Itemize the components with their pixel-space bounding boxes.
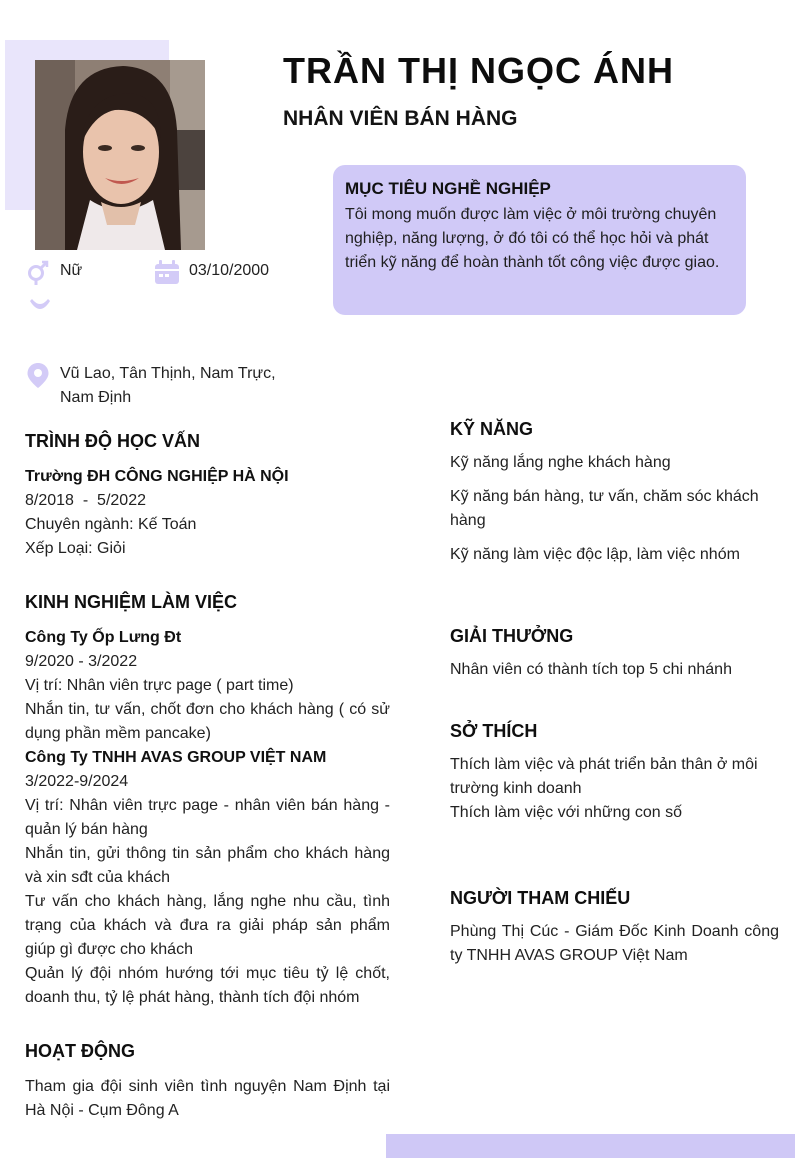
- education-period: 8/2018 - 5/2022: [25, 492, 146, 509]
- experience-title: KINH NGHIỆM LÀM VIỆC: [25, 592, 238, 612]
- awards-title: GIẢI THƯỞNG: [450, 626, 574, 646]
- job-detail: Quản lý đội nhóm hướng tới mục tiêu tỷ lệ chốt, doanh thu, tỷ lệ phát hàng, thành tích đội nhóm: [25, 965, 390, 1006]
- address-value: [60, 362, 276, 410]
- skills-title: KỸ NĂNG: [450, 419, 534, 439]
- profile-photo: [35, 60, 205, 250]
- activities-title: HOẠT ĐỘNG: [25, 1041, 135, 1061]
- job-detail: Nhắn tin, gửi thông tin sản phẩm cho khách hàng và xin sđt của khách: [25, 845, 390, 886]
- decorative-bar-bottom: [386, 1134, 795, 1158]
- job-detail: Tư vấn cho khách hàng, lắng nghe nhu cầu, tình trạng của khách và đưa ra giải pháp sản phẩm giúp gì được cho khách: [25, 893, 390, 958]
- calendar-icon: [154, 259, 180, 285]
- birthday-row: [154, 259, 269, 285]
- job-period: 9/2020 - 3/2022: [25, 653, 138, 670]
- education-block: [25, 465, 390, 561]
- education-title: TRÌNH ĐỘ HỌC VẤN: [25, 431, 200, 451]
- job-detail: Vị trí: Nhân viên trực page ( part time): [25, 677, 294, 694]
- birthday-value: 03/10/2000: [189, 262, 270, 279]
- skill-item: Kỹ năng bán hàng, tư vấn, chăm sóc khách hàng: [450, 488, 759, 529]
- address-row: [25, 362, 276, 410]
- job-detail: Nhắn tin, tư vấn, chốt đơn cho khách hàng ( có sử dụng phần mềm pancake): [25, 701, 390, 742]
- education-major: Chuyên ngành: Kế Toán: [25, 516, 197, 533]
- skill-item: Kỹ năng làm việc độc lập, làm việc nhóm: [450, 546, 740, 563]
- hobby-item: Thích làm việc với những con số: [450, 804, 682, 821]
- skill-item: Kỹ năng lắng nghe khách hàng: [450, 454, 671, 471]
- education-school: Trường ĐH CÔNG NGHIỆP HÀ NỘI: [25, 468, 289, 485]
- job-detail: Vị trí: Nhân viên trực page - nhân viên bán hàng - quản lý bán hàng: [25, 797, 390, 838]
- reference-text: Phùng Thị Cúc - Giám Đốc Kinh Doanh công ty TNHH AVAS GROUP Việt Nam: [450, 923, 779, 964]
- address-line-1: Vũ Lao, Tân Thịnh, Nam Trực,: [60, 365, 276, 382]
- hobbies-list: [450, 753, 780, 825]
- hobby-item: Thích làm việc và phát triển bản thân ở môi trường kinh doanh: [450, 756, 758, 797]
- experience-block: [25, 626, 390, 1010]
- education-rank: Xếp Loại: Giỏi: [25, 540, 126, 557]
- job-title: NHÂN VIÊN BÁN HÀNG: [283, 107, 518, 130]
- career-objective-box: [333, 165, 746, 315]
- career-objective-title: MỤC TIÊU NGHỀ NGHIỆP: [345, 179, 551, 198]
- gender-icon: [25, 259, 51, 285]
- job-company: Công Ty Ốp Lưng Đt: [25, 629, 182, 646]
- gender-value: Nữ: [60, 262, 83, 279]
- activities-text: Tham gia đội sinh viên tình nguyện Nam Định tại Hà Nội - Cụm Đông A: [25, 1078, 390, 1119]
- address-line-2: Nam Định: [60, 389, 132, 406]
- candidate-name: TRẦN THỊ NGỌC ÁNH: [283, 50, 674, 91]
- reference-title: NGƯỜI THAM CHIẾU: [450, 888, 631, 908]
- awards-text: Nhân viên có thành tích top 5 chi nhánh: [450, 661, 732, 678]
- career-objective-text: Tôi mong muốn được làm việc ở môi trường chuyên nghiệp, năng lượng, ở đó tôi có thể học hỏi và phát triển kỹ năng để hoàn thành tốt công việc được giao.: [345, 206, 720, 271]
- hobbies-title: SỞ THÍCH: [450, 721, 538, 741]
- job-company: Công Ty TNHH AVAS GROUP VIỆT NAM: [25, 749, 327, 766]
- gender-row: [25, 259, 82, 285]
- phone-icon: [28, 293, 52, 319]
- job-period: 3/2022-9/2024: [25, 773, 129, 790]
- skills-list: [450, 451, 780, 577]
- location-pin-icon: [25, 362, 51, 388]
